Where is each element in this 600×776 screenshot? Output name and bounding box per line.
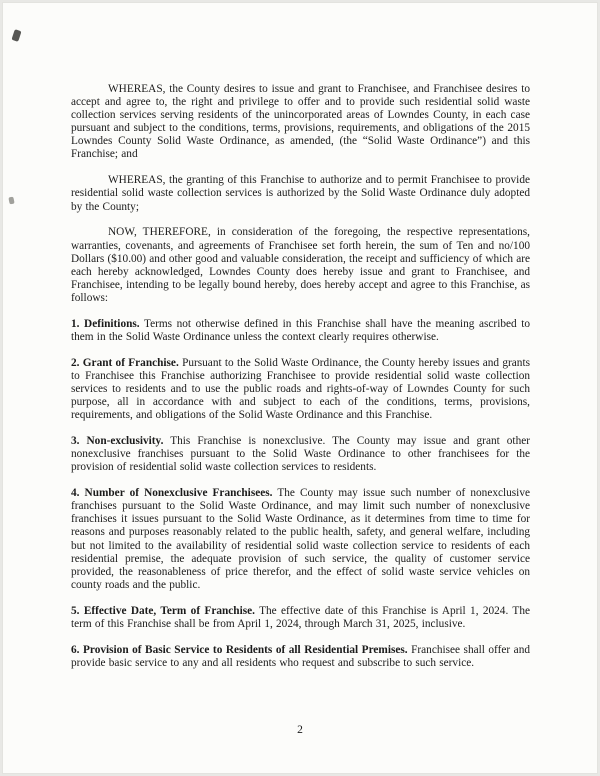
document-page [2,2,598,774]
paragraph-whereas-1 [71,83,530,162]
paragraph-section-effective-date [71,605,530,631]
section-heading: 1. Definitions. [71,317,140,330]
scan-artifact [11,29,21,42]
paragraph-section-grant-of-franchise [71,357,530,422]
paragraph-section-definitions [71,318,530,344]
section-heading: 6. Provision of Basic Service to Residents of all Residential Premises. [71,643,408,656]
section-heading: 3. Non-exclusivity. [71,435,164,448]
paragraph-text: Pursuant to the Solid Waste Ordinance, the County hereby issues and grants to Franchisee this Franchise authorizing Franchisee to provide residential solid waste collection services to residents and to use the public roads and rights-of-way of Lowndes County for such purpose, all in accordance with and subject to each of the conditions, terms, provisions, requirements, and obligations of the Solid Waste Ordinance and this Franchise. [71,356,530,422]
paragraph-text: The effective date of this Franchise is April 1, 2024. The term of this Franchise shall be from April 1, 2024, through March 31, 2025, inclusive. [71,604,530,630]
paragraph-text: Franchisee shall offer and provide basic service to any and all residents who request and subscribe to such service. [71,643,530,669]
page-content [71,83,530,683]
paragraph-section-non-exclusivity [71,435,530,474]
section-heading: 2. Grant of Franchise. [71,356,179,369]
paragraph-text: WHEREAS, the County desires to issue and grant to Franchisee, and Franchisee desires to accept and agree to, the right and privilege to offer and to provide such residential solid waste collection services serving residents of the unincorporated areas of Lowndes County, in each case pursuant and subject to the conditions, terms, provisions, requirements, and obligations of the 2015 Lowndes County Solid Waste Ordinance, as amended, (the “Solid Waste Ordinance”) and this Franchise; and [71,83,530,161]
page-number: 2 [297,724,303,736]
paragraph-now-therefore [71,226,530,305]
paragraph-text: WHEREAS, the granting of this Franchise to authorize and to permit Franchisee to provide residential solid waste collection services is authorized by the Solid Waste Ordinance duly adopted by the County; [71,174,530,213]
paragraph-text: Terms not otherwise defined in this Franchise shall have the meaning ascribed to them in the Solid Waste Ordinance unless the context clearly requires otherwise. [71,317,531,343]
scan-artifact [8,197,14,205]
section-heading: 4. Number of Nonexclusive Franchisees. [71,487,273,500]
paragraph-text: This Franchise is nonexclusive. The County may issue and grant other nonexclusive franchises pursuant to the Solid Waste Ordinance to other franchisees for the provision of residential solid waste collection services to residents. [71,435,530,474]
section-heading: 5. Effective Date, Term of Franchise. [71,604,255,617]
paragraph-section-basic-service [71,644,530,670]
paragraph-section-number-of-franchisees [71,487,530,592]
paragraph-text: The County may issue such number of nonexclusive franchises pursuant to the Solid Waste Ordinance, and may limit such number of nonexclusive franchises it issues pursuant to the Solid Waste Ordinance, as it determines from time to time for reasons and purposes reasonably related to the public health, safety, and general welfare, including but not limited to the availability of residential solid waste collection service to residents of each residential premise, the adequate provision of such service, the quality of customer service provided, the reasonableness of price therefor, and the effect of solid waste service vehicles on county roads and the public. [71,487,530,591]
paragraph-text: NOW, THEREFORE, in consideration of the foregoing, the respective representations, warranties, covenants, and agreements of Franchisee set forth herein, the sum of Ten and no/100 Dollars ($10.00) and other good and valuable consideration, the receipt and sufficiency of which are each hereby acknowledged, Lowndes County does hereby issue and grant to Franchisee, and Franchisee, intending to be legally bound hereby, does hereby accept and agree to this Franchise, as follows: [71,226,530,304]
paragraph-whereas-2 [71,174,530,213]
